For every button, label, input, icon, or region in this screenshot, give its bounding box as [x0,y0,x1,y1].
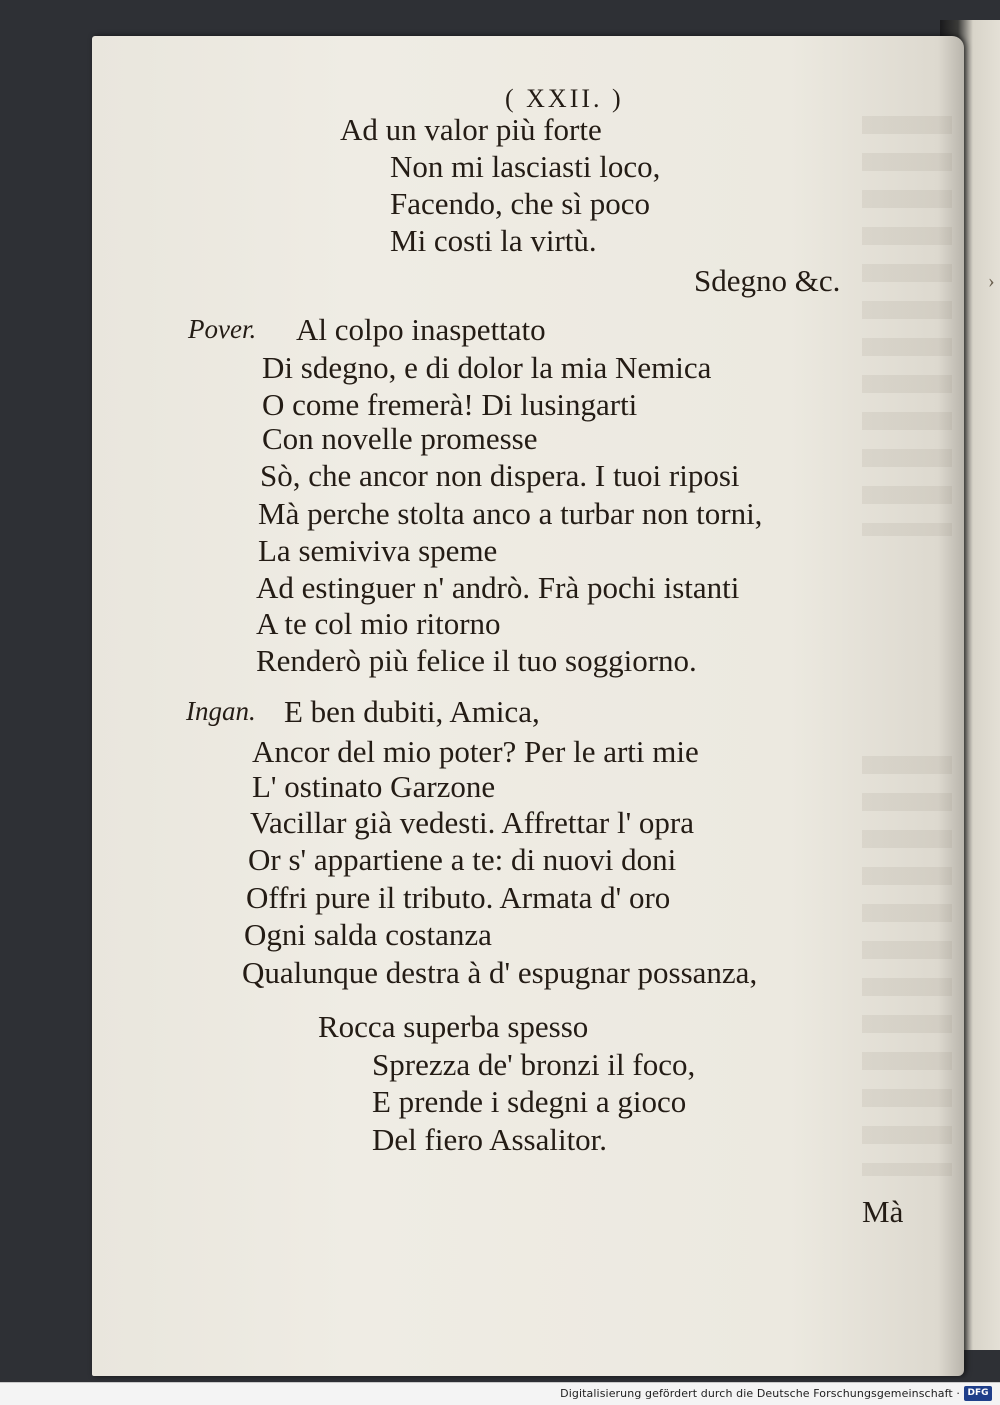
verse-line: A te col mio ritorno [256,606,501,641]
verse-line: Non mi lasciasti loco, [390,149,661,184]
verse-line: Ogni salda costanza [244,917,492,952]
verse-line: Mà perche stolta anco a turbar non torni, [258,496,763,531]
verse-line: E prende i sdegni a gioco [372,1084,687,1119]
verse-line: Ad estinguer n' andrò. Frà pochi istanti [256,570,740,605]
verse-line: O come fremerà! Di lusingarti [262,387,638,422]
show-through [862,756,952,1176]
verse-line: Di sdegno, e di dolor la mia Nemica [262,350,712,385]
verse-line: Offri pure il tributo. Armata d' oro [246,880,671,915]
refrain-cue: Sdegno &c. [694,263,841,298]
verse-line: Ancor del mio poter? Per le arti mie [252,734,699,769]
book-page [92,36,964,1376]
verse-line: Mi costi la virtù. [390,223,597,258]
verse-line: L' ostinato Garzone [252,769,496,804]
facing-page-edge: › [940,20,1000,1350]
verse-line: Qualunque destra à d' espugnar possanza, [242,955,758,990]
page-number: ( XXII. ) [505,84,624,113]
catchword: Mà [862,1194,904,1229]
speaker-label: Pover. [188,314,257,344]
verse-line: E ben dubiti, Amica, [284,694,540,729]
verse-line: Sprezza de' bronzi il foco, [372,1047,696,1082]
verse-line: Renderò più felice il tuo soggiorno. [256,643,697,678]
verse-line: Vacillar già vedesti. Affrettar l' opra [250,805,695,840]
verse-line: Del fiero Assalitor. [372,1122,608,1157]
verse-line: La semiviva speme [258,533,498,568]
verse-line: Ad un valor più forte [340,112,602,147]
dfg-logo: DFG [964,1386,992,1401]
digitization-footer [0,1382,1000,1405]
verse-line: Sò, che ancor non dispera. I tuoi riposi [260,458,740,493]
verse-line: Facendo, che sì poco [390,186,650,221]
verse-line: Al colpo inaspettato [296,312,546,347]
show-through [862,116,952,536]
footer-credit: Digitalisierung gefördert durch die Deutsche Forschungsgemeinschaft · [560,1387,960,1400]
verse-line: Con novelle promesse [262,421,538,456]
verse-line: Or s' appartiene a te: di nuovi doni [248,842,677,877]
verse-line: Rocca superba spesso [318,1009,589,1044]
speaker-label: Ingan. [186,696,256,726]
